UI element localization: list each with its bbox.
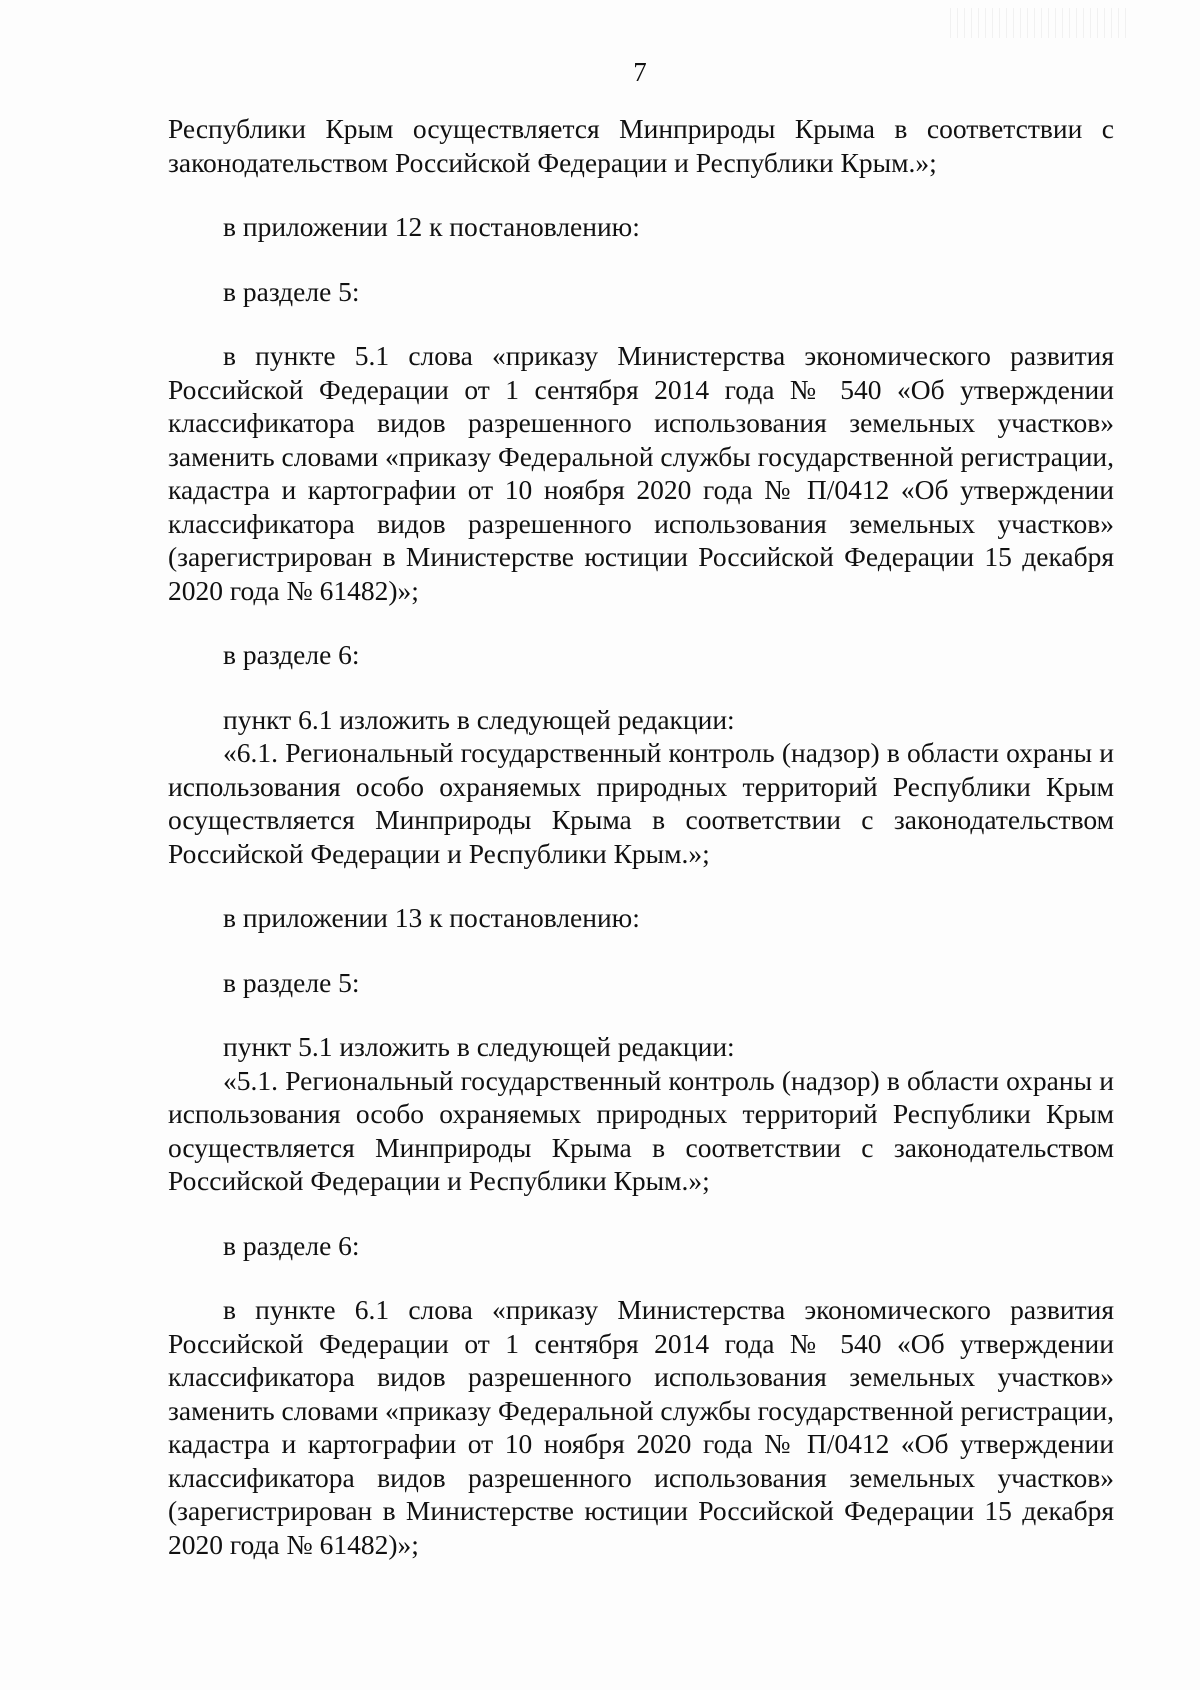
paragraph-section-6-second: в разделе 6: [223, 1229, 360, 1261]
paragraph-clause-6-1-text: «6.1. Региональный государственный контроль (надзор) в области охраны и использования особо охраняемых природных территорий Республики Крым осуществляется Минприроды Крыма в соответствии с законодательством Российской Федерации и Республики Крым.»; [168, 737, 1114, 869]
paragraph-clause-5-1-text: «5.1. Региональный государственный контроль (надзор) в области охраны и использования особо охраняемых природных территорий Республики Крым осуществляется Минприроды Крыма в соответствии с законодательством Российской Федерации и Республики Крым.»; [168, 1064, 1114, 1196]
paragraph-appendix-13: в приложении 13 к постановлению: [223, 902, 640, 933]
document-body [168, 112, 1114, 1561]
paragraph-clause-5-1-words: в пункте 5.1 слова «приказу Министерства экономического развития Российской Федерации от 1 сентября 2014 года № 540 «Об утверждении классификатора видов разрешенного использования земельных участков» заменить словами «приказу Федеральной службы государственной регистрации, кадастра и картографии от 10 ноября 2020 года № П/0412 «Об утверждении классификатора видов разрешенного использования земельных участков» (зарегистрирован в Министерстве юстиции Российской Федерации 15 декабря 2020 года № 61482)»; [168, 340, 1114, 606]
paragraph-clause-5-1-edit: пункт 5.1 изложить в следующей редакции: [223, 1031, 735, 1062]
paragraph-clause-6-1-words: в пункте 6.1 слова «приказу Министерства экономического развития Российской Федерации от 1 сентября 2014 года № 540 «Об утверждении классификатора видов разрешенного использования земельных участков» заменить словами «приказу Федеральной службы государственной регистрации, кадастра и картографии от 10 ноября 2020 года № П/0412 «Об утверждении классификатора видов разрешенного использования земельных участков» (зарегистрирован в Министерстве юстиции Российской Федерации 15 декабря 2020 года № 61482)»; [168, 1294, 1114, 1560]
paragraph-section-6: в разделе 6: [223, 639, 360, 670]
paragraph-section-5: в разделе 5: [223, 275, 360, 307]
paragraph-continuation: Республики Крым осуществляется Минприроды Крыма в соответствии с законодательством Российской Федерации и Республики Крым.»; [168, 113, 1114, 178]
page-number: 7 [633, 57, 647, 87]
scan-noise [950, 8, 1130, 38]
paragraph-clause-6-1-edit: пункт 6.1 изложить в следующей редакции: [223, 703, 735, 735]
paragraph-appendix-12: в приложении 12 к постановлению: [223, 211, 640, 242]
paragraph-section-5-second: в разделе 5: [223, 966, 360, 998]
